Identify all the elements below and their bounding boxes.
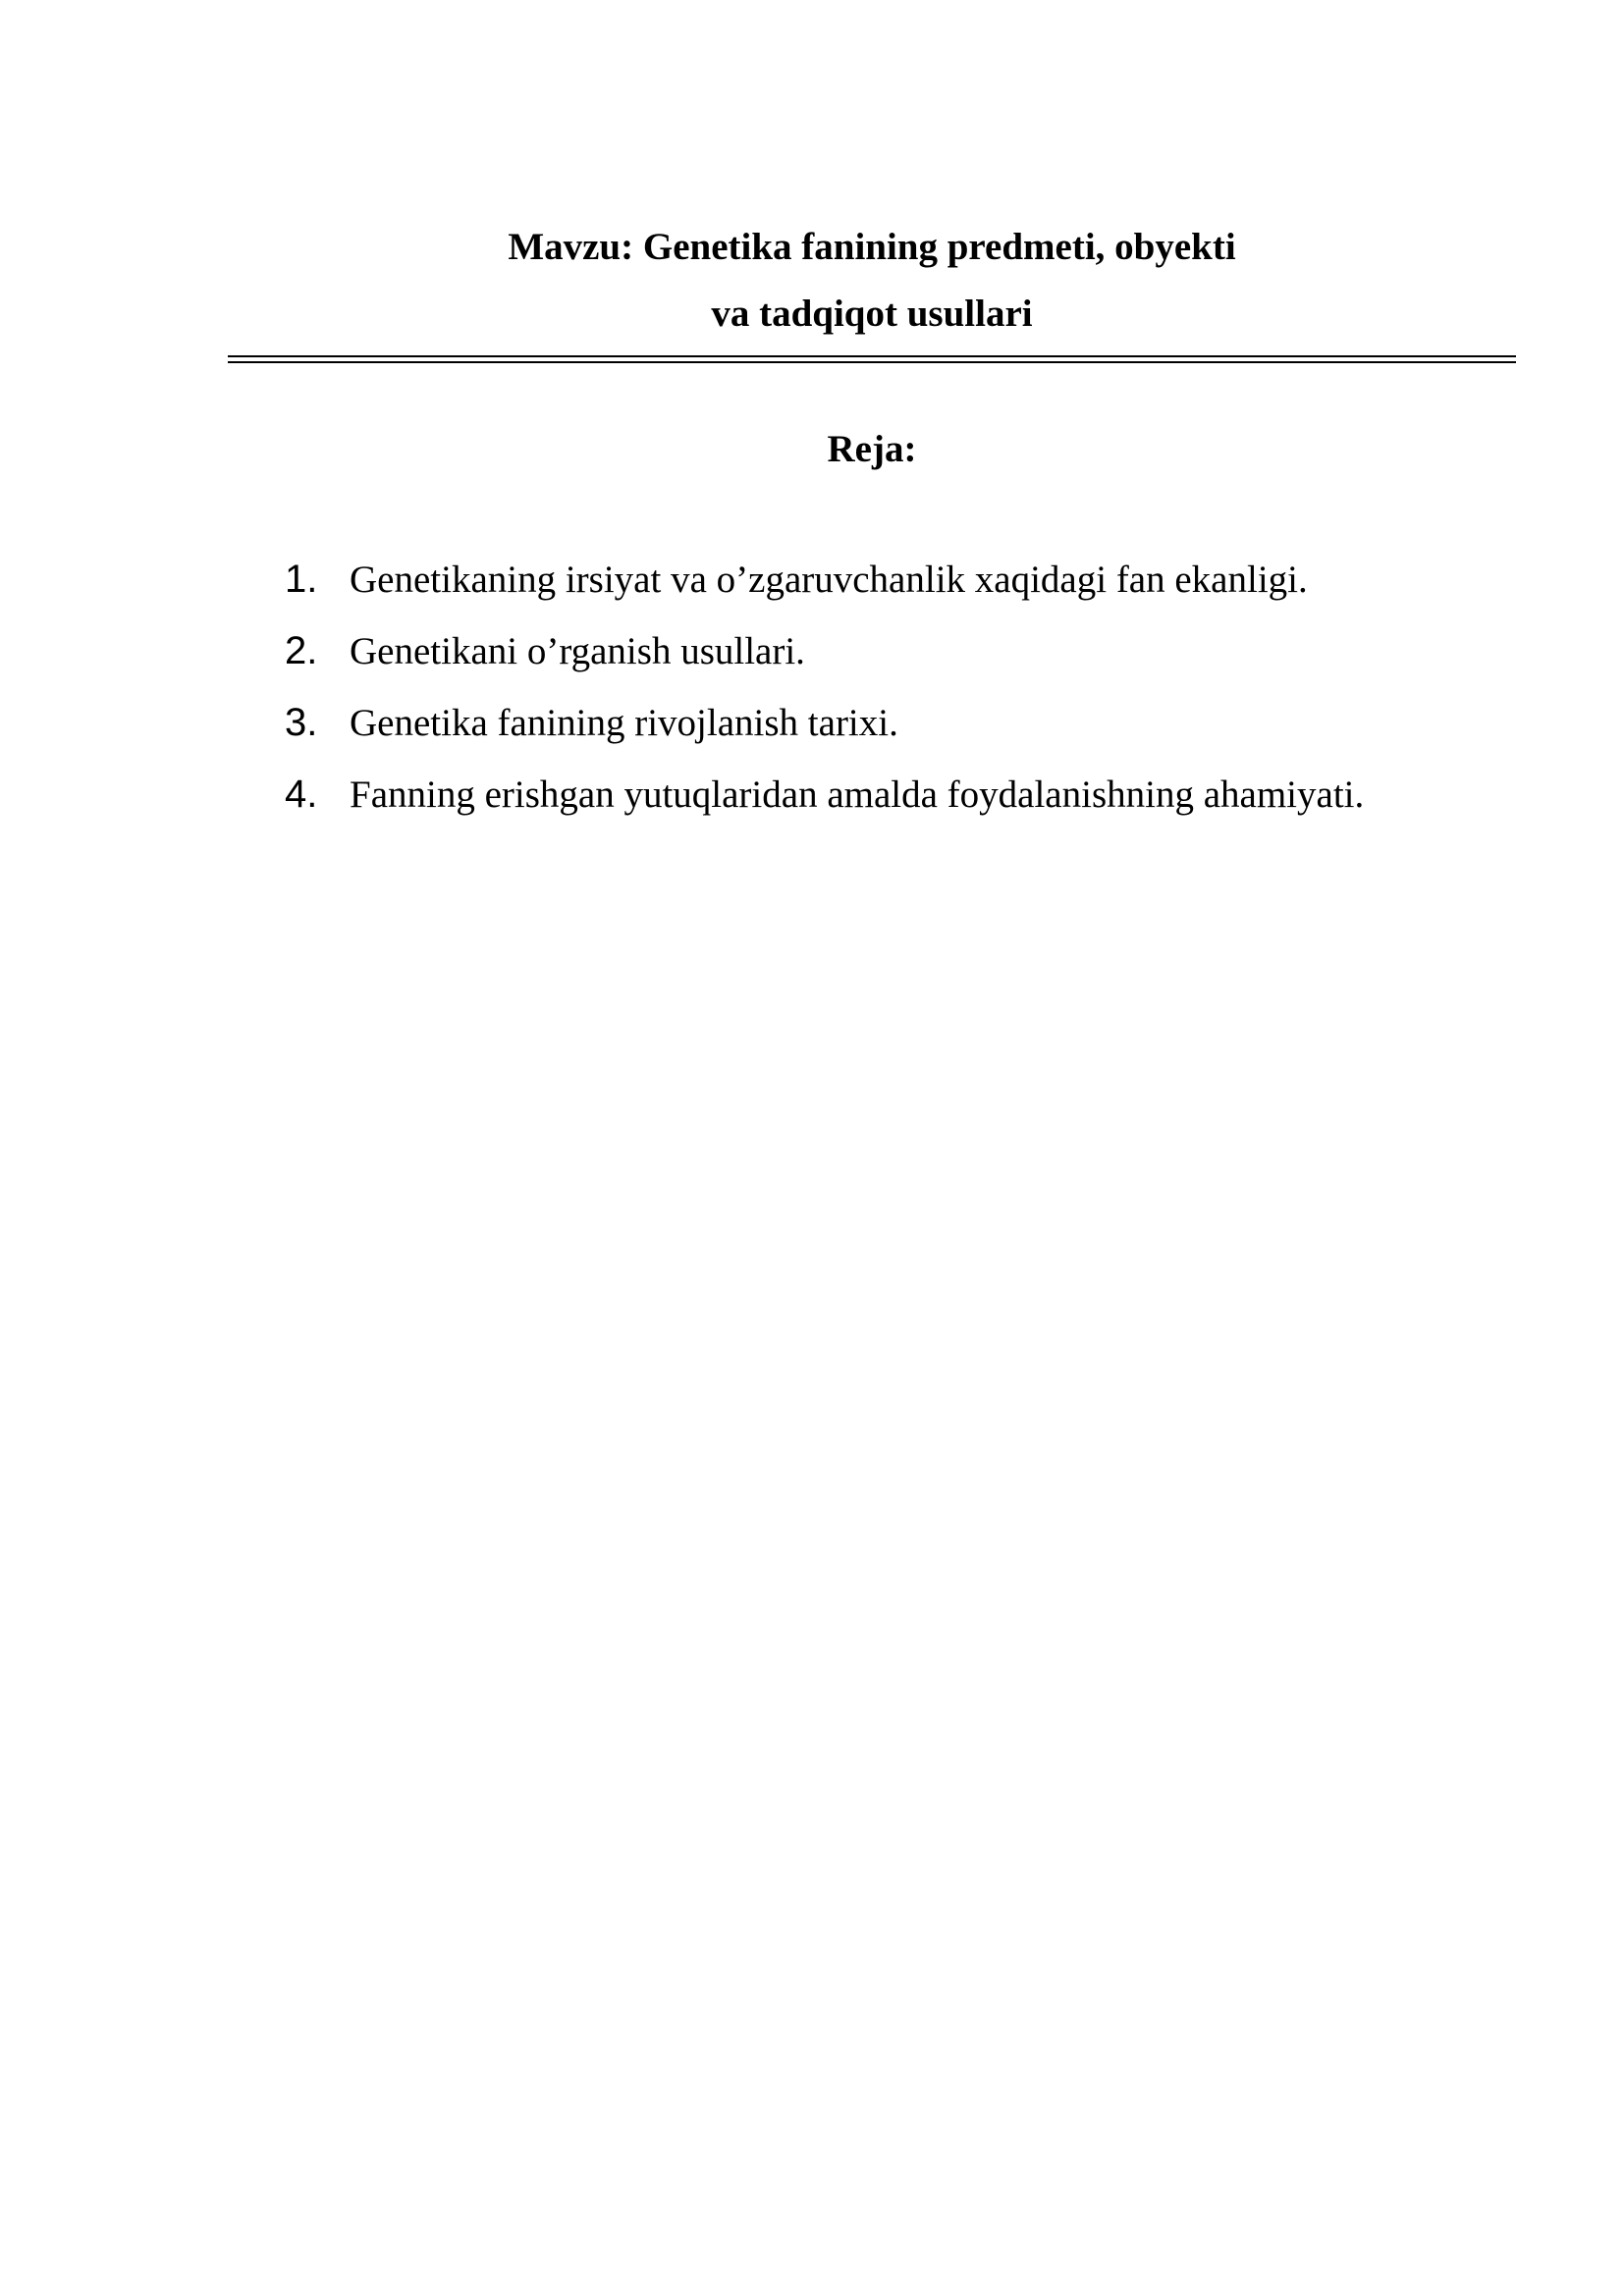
plan-list <box>285 558 1512 844</box>
plan-item <box>285 701 1512 773</box>
plan-item-text: Fanning erishgan yutuqlaridan amalda foydalanishning ahamiyati. <box>350 774 1365 816</box>
plan-item-text: Genetikani o’rganish usullari. <box>350 630 805 672</box>
title-line-2: va tadqiqot usullari <box>711 293 1033 335</box>
title-line-1: Mavzu: Genetika fanining predmeti, obyekti <box>508 226 1236 268</box>
title-divider <box>228 355 1516 363</box>
plan-item <box>285 773 1512 844</box>
plan-item <box>285 629 1512 701</box>
plan-item-number: 1. <box>285 558 318 601</box>
plan-item-number: 3. <box>285 701 318 744</box>
plan-item <box>285 558 1512 629</box>
document-title <box>228 214 1516 347</box>
plan-item-text: Genetika fanining rivojlanish tarixi. <box>350 702 898 744</box>
plan-item-number: 4. <box>285 773 318 816</box>
plan-item-number: 2. <box>285 629 318 672</box>
plan-heading: Reja: <box>827 428 917 470</box>
plan-item-text: Genetikaning irsiyat va o’zgaruvchanlik xaqidagi fan ekanligi. <box>350 559 1308 601</box>
